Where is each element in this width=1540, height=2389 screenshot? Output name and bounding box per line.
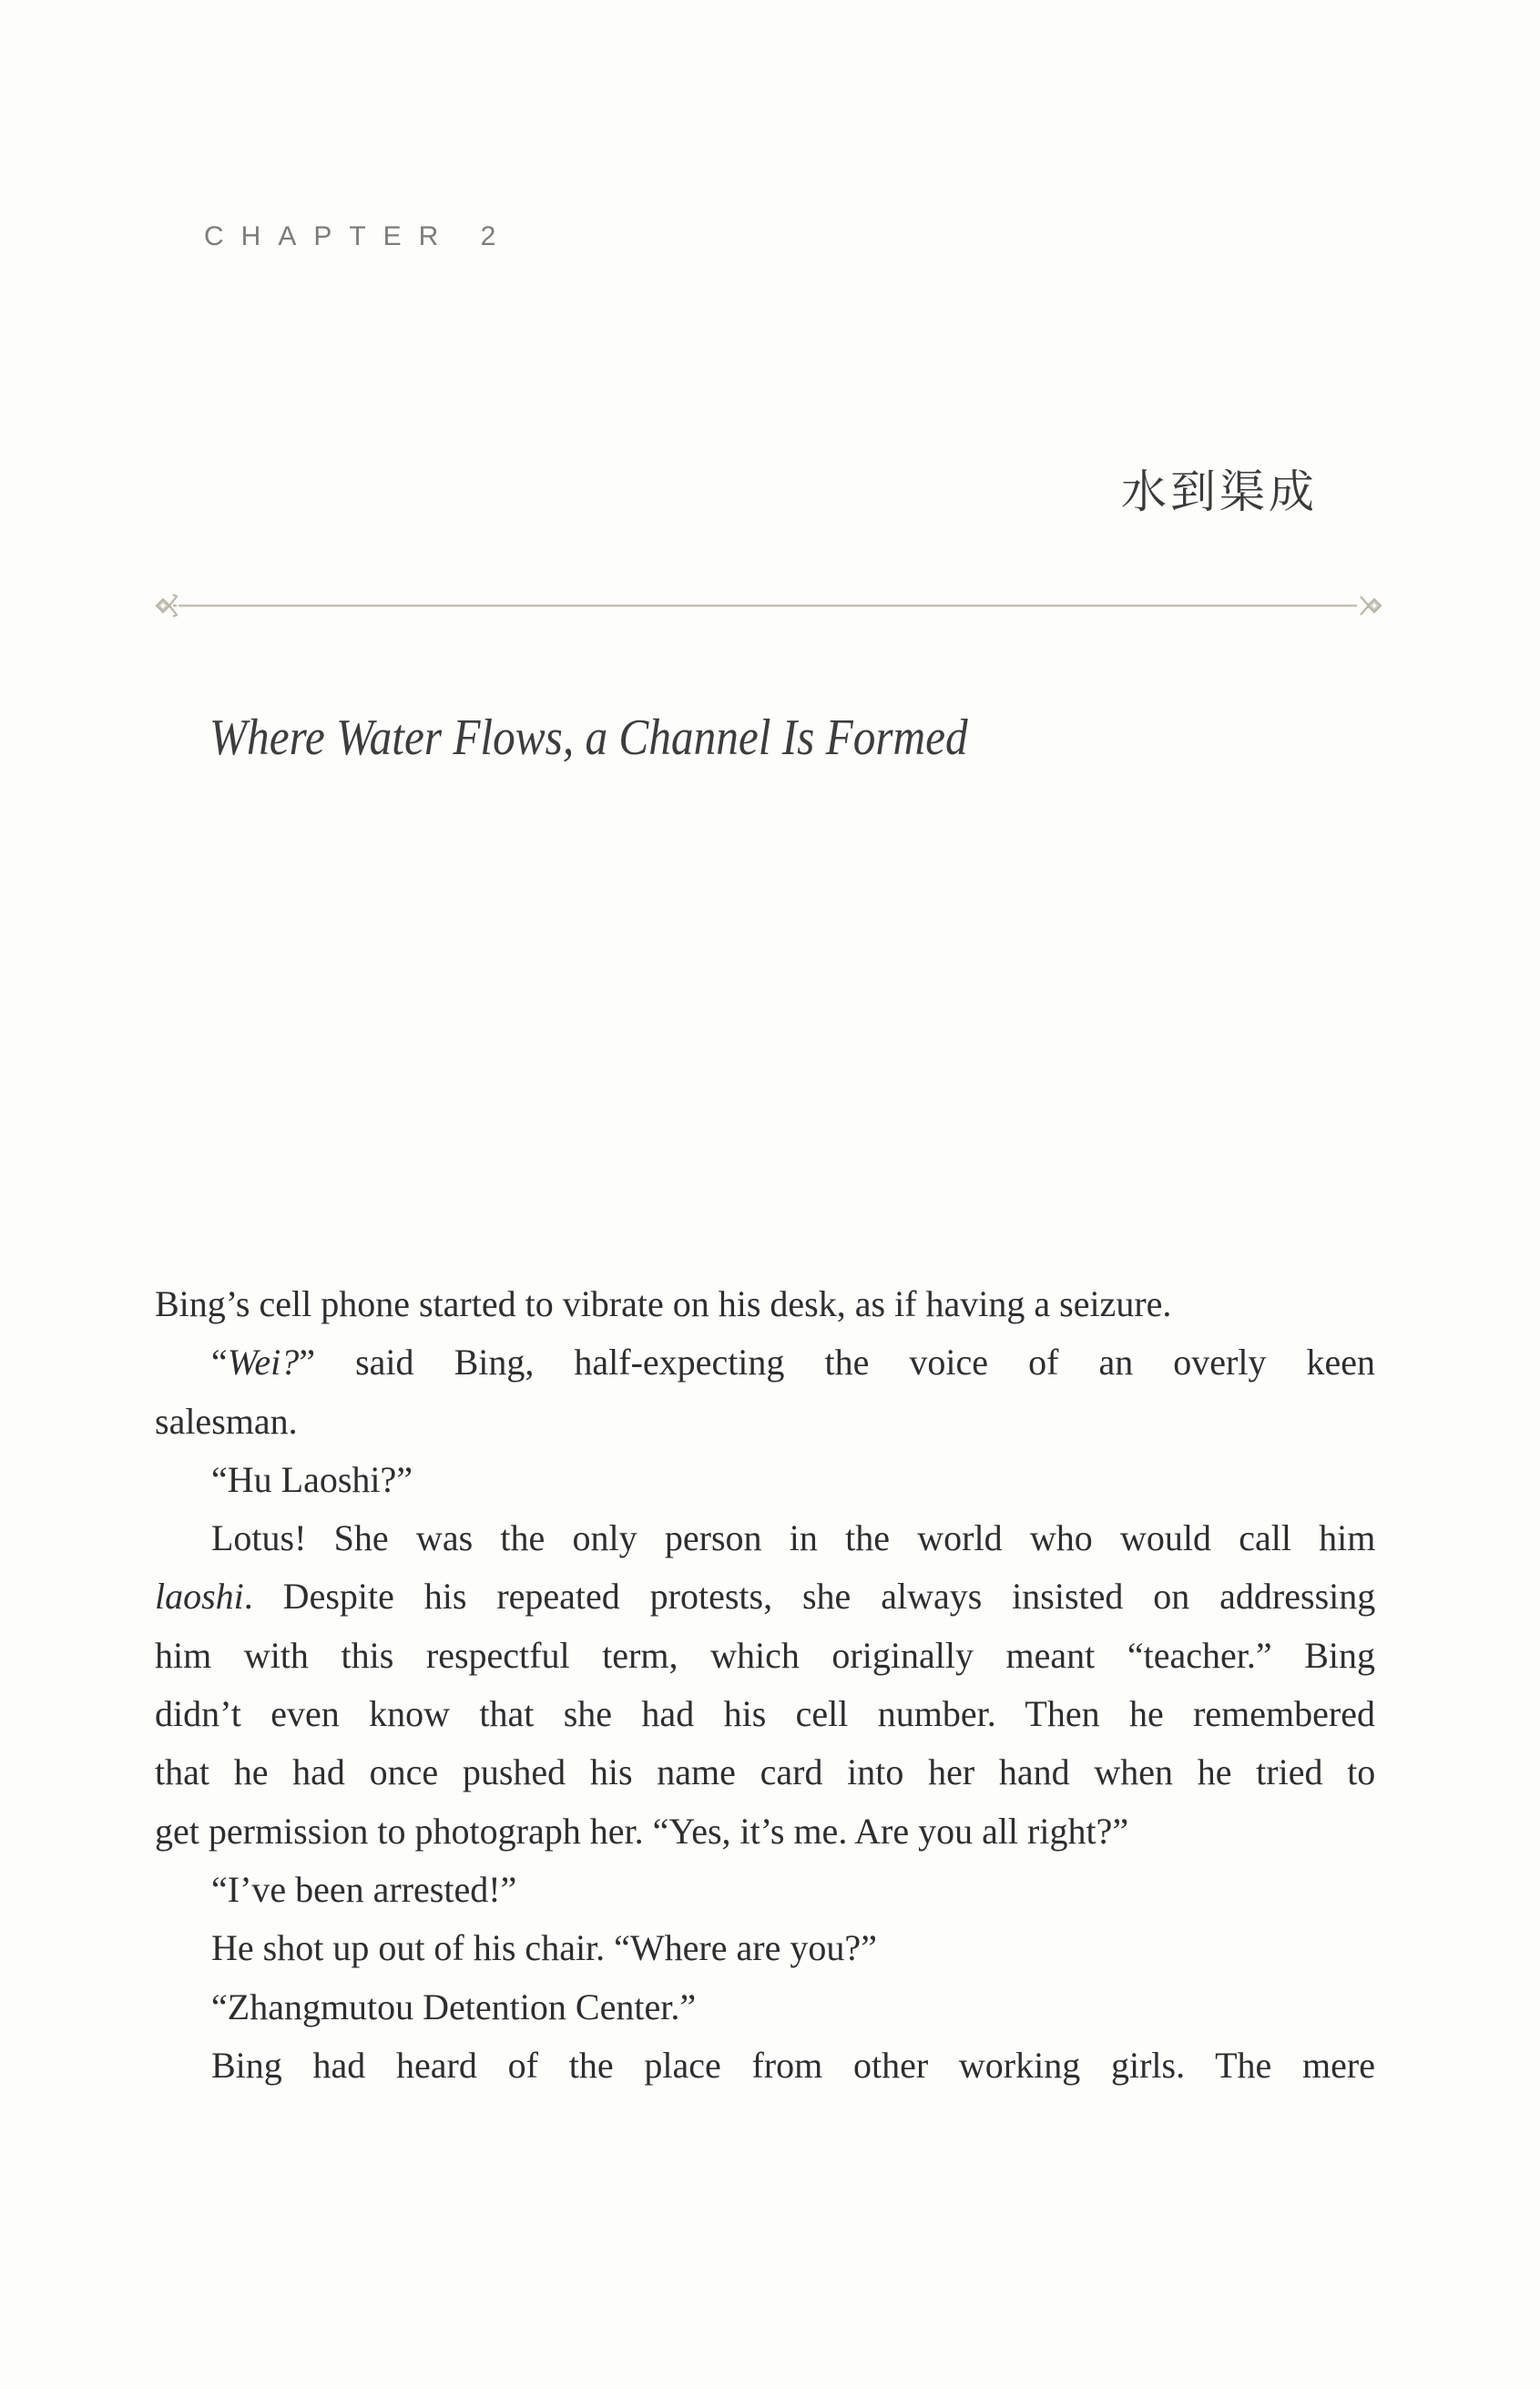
text-line-content: get permission to photograph her. “Yes, it’s me. Are you all right?” <box>155 1810 1129 1852</box>
text-run: ” said Bing, half-expecting the voice of an overly keen <box>299 1342 1375 1383</box>
text-line-content: Lotus! She was the only person in the world who would call him <box>211 1517 1376 1559</box>
text-line <box>155 1275 1375 1333</box>
text-line <box>155 1627 1375 1685</box>
chinese-chapter-title: 水到渠成 <box>1121 465 1318 518</box>
text-line-content: him with this respectful term, which originally meant “teacher.” Bing <box>155 1634 1375 1676</box>
chapter-label: CHAPTER 2 <box>204 221 514 251</box>
text-run: . Despite his repeated protests, she always insisted on addressing <box>243 1576 1376 1618</box>
italic-term: laoshi <box>155 1576 244 1618</box>
english-chapter-title: Where Water Flows, a Channel Is Formed <box>209 710 968 766</box>
text-line-content: that he had once pushed his name card into her hand when he tried to <box>155 1751 1376 1793</box>
text-line <box>155 2037 1375 2095</box>
text-line-content: “Hu Laoshi?” <box>211 1458 413 1500</box>
text-line-content: “Zhangmutou Detention Center.” <box>211 1986 697 2027</box>
text-line <box>155 1333 1375 1392</box>
text-line <box>155 1509 1375 1567</box>
text-line <box>155 1567 1375 1626</box>
text-line <box>155 1685 1375 1743</box>
text-line-content <box>155 1567 1375 1626</box>
text-line-content <box>155 1333 1375 1392</box>
text-line <box>155 1393 1375 1451</box>
text-line <box>155 1978 1375 2037</box>
text-line <box>155 1802 1375 1861</box>
text-line <box>155 1919 1375 1977</box>
ornament-rule <box>153 592 1384 619</box>
text-line-content: salesman. <box>155 1400 298 1442</box>
text-line-content: “I’ve been arrested!” <box>211 1868 517 1910</box>
body-text <box>155 1275 1375 2095</box>
text-line <box>155 1451 1375 1509</box>
fleuron-rule-icon <box>153 592 1384 619</box>
text-line <box>155 1743 1375 1802</box>
text-line-content: Bing’s cell phone started to vibrate on his desk, as if having a seizure. <box>155 1283 1172 1324</box>
text-line-content: didn’t even know that she had his cell number. Then he remembered <box>155 1693 1375 1735</box>
text-line-content: He shot up out of his chair. “Where are you?” <box>211 1927 877 1969</box>
text-line-content: Bing had heard of the place from other working girls. The mere <box>211 2044 1375 2086</box>
text-run: “ <box>211 1342 228 1383</box>
text-line <box>155 1861 1375 1919</box>
italic-term: Wei? <box>227 1342 300 1383</box>
